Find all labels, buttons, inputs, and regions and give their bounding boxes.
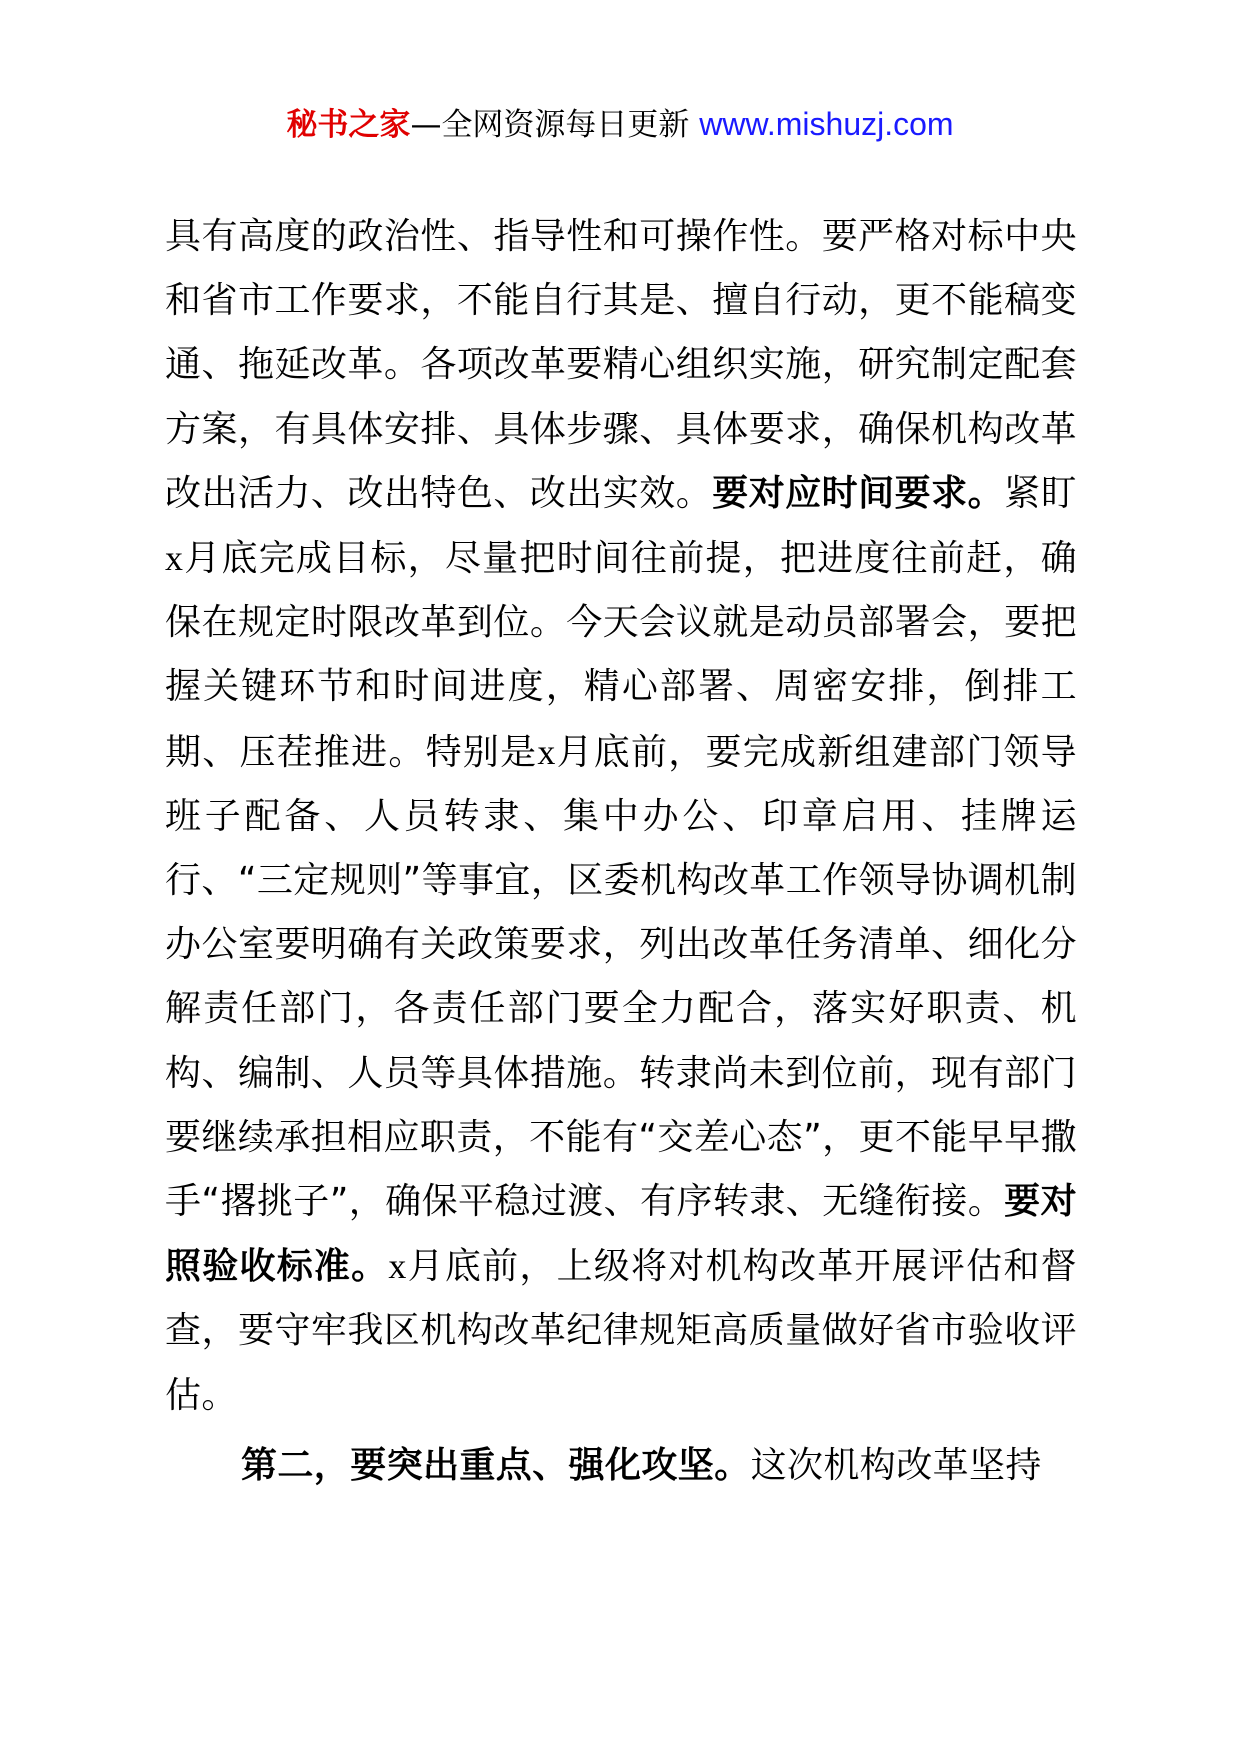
paragraph1-text-1: 具有高度的政治性、指导性和可操作性。要严格对标中央和省市工作要求，不能自行其是、擅自行动，更不能稿变通、拖延改革。各项改革要精心组织实施，研究制定配套方案，有具体安排、具体步骤、具体要求，确保机构改革改出活力、改出特色、改出实效。 — [165, 216, 1077, 514]
site-watermark-header — [0, 102, 1240, 147]
paragraph1-text-3: 月底前，上级将对机构改革开展评估和督查，要守牢我区机构改革纪律规矩高质量做好省市验收评估。 — [165, 1246, 1078, 1416]
header-brand: 秘书之家 — [286, 107, 411, 143]
paragraph-time-requirements — [165, 205, 1077, 1428]
paragraph1-text-2a: 紧盯 — [1004, 472, 1077, 514]
paragraph2-heading: 第二，要突出重点、强化攻坚。 — [241, 1444, 751, 1486]
header-tagline: —全网资源每日更新 — [410, 107, 700, 143]
paragraph1-heading-time: 要对应时间要求。 — [712, 472, 1005, 514]
paragraph-second-point — [165, 1434, 1077, 1498]
paragraph1-heading-acceptance: 要对照验收标准。 — [165, 1181, 1077, 1288]
paragraph1-placeholder-x1: x — [165, 538, 184, 579]
document-body — [165, 205, 1077, 1498]
paragraph1-placeholder-x3: x — [388, 1246, 407, 1287]
paragraph1-text-2b: 月底完成目标，尽量把时间往前提，把进度往前赶，确保在规定时限改革到位。今天会议就是动员部署会，要把握关键环节和时间进度，精心部署、周密安排，倒排工期、压茬推进。特别是 — [165, 538, 1077, 773]
header-url-link[interactable]: www.mishuzj.com — [699, 106, 954, 142]
paragraph1-placeholder-x2: x — [537, 731, 556, 772]
paragraph2-text: 这次机构改革坚持 — [750, 1444, 1042, 1486]
paragraph1-text-2c: 月底前，要完成新组建部门领导班子配备、人员转隶、集中办公、印章启用、挂牌运行、“三定规则”等事宜，区委机构改革工作领导协调机制办公室要明确有关政策要求，列出改革任务清单、细化分解责任部门，各责任部门要全力配合，落实好职责、机构、编制、人员等具体措施。转隶尚未到位前，现有部门要继续承担相应职责，不能有“交差心态”，更不能早早撒手“撂挑子”，确保平稳过渡、有序转隶、无缝衔接。 — [165, 731, 1077, 1223]
